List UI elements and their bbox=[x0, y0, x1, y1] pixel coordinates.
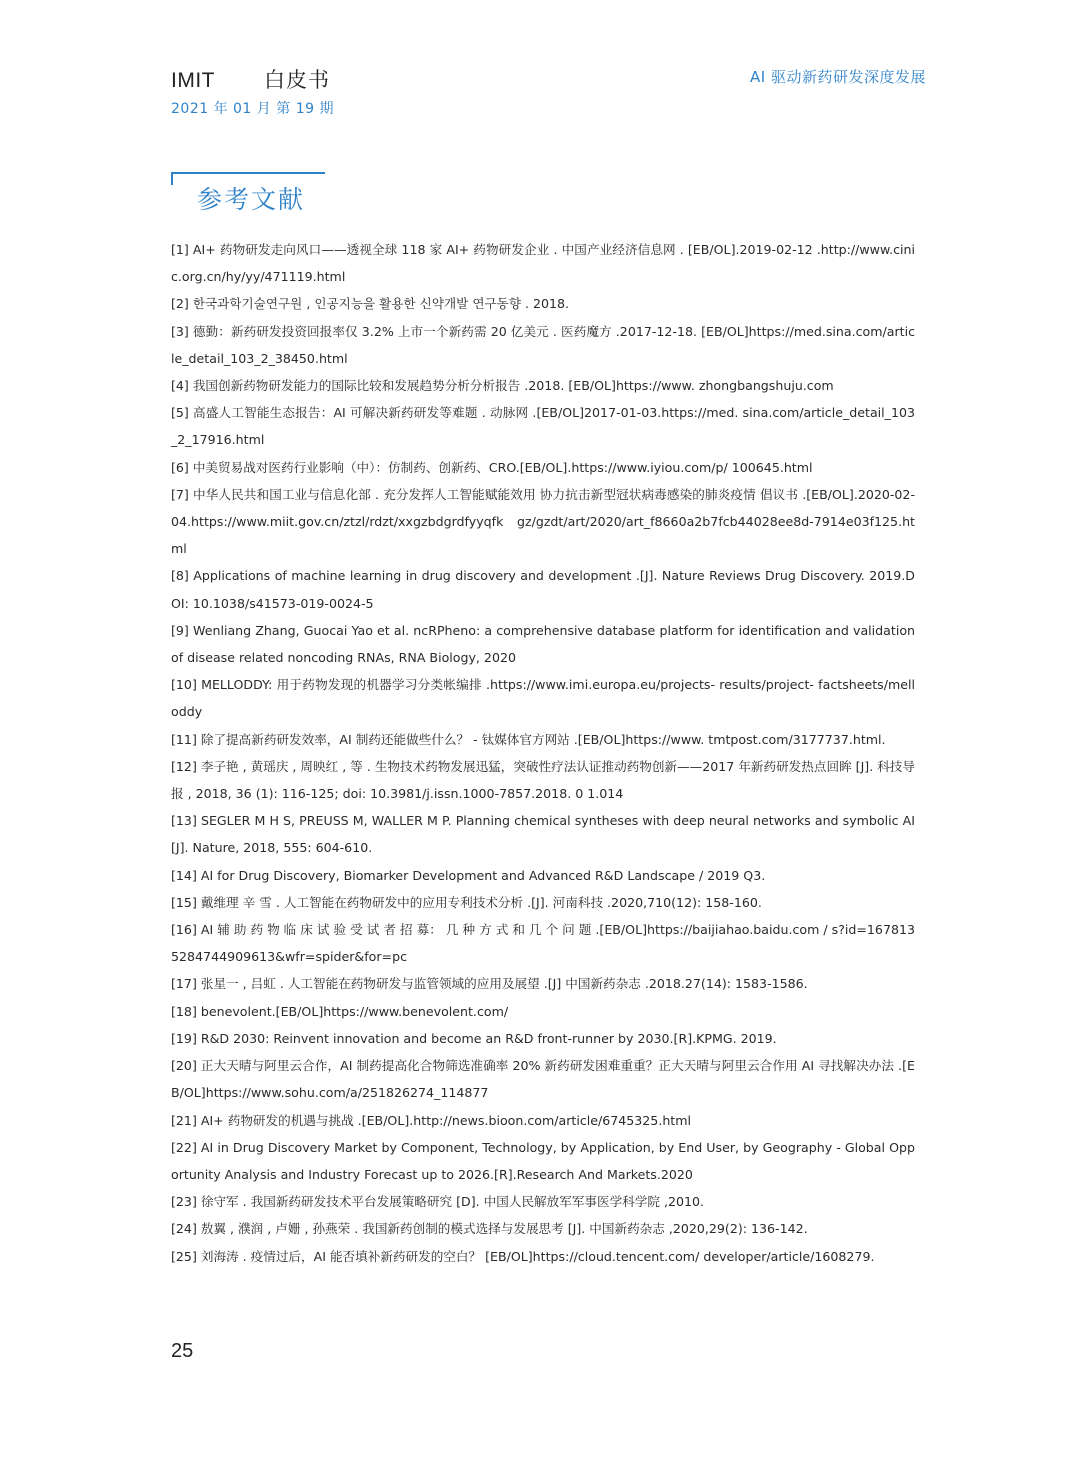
reference-item: [12] 李子艳 , 黄瑶庆 , 周映红 , 等 . 生物技术药物发展迅猛，突破性疗法认证推动药物创新——2017 年新药研发热点回眸 [J]. 科技导报 , 2018, 36 (1): 116-125; doi: 10.3981/j.issn.1000-7857.2018. 0 1.014 bbox=[171, 758, 915, 802]
org-name: IMIT bbox=[171, 69, 215, 92]
header-left bbox=[171, 64, 334, 118]
reference-item: [16] AI 辅 助 药 物 临 床 试 验 受 试 者 招 募： 几 种 方 式 和 几 个 问 题 .[EB/OL]https://baijiahao.baidu.com / s?id=1678135284744909613&wfr=spider&for=pc bbox=[171, 922, 915, 965]
reference-item: [5] 高盛人工智能生态报告：AI 可解决新药研发等难题 . 动脉网 .[EB/OL]2017-01-03.https://med. sina.com/article_detail_103_2_17916.html bbox=[171, 405, 915, 448]
heading-tick bbox=[171, 172, 173, 185]
reference-item: [14] AI for Drug Discovery, Biomarker Development and Advanced R&D Landscape / 2019 Q3. bbox=[171, 867, 766, 883]
reference-list bbox=[171, 236, 915, 1270]
report-subject: AI 驱动新药研发深度发展 bbox=[750, 68, 926, 86]
reference-item: [24] 敖翼 , 濮润 , 卢姗 , 孙燕荣 . 我国新药创制的模式选择与发展思考 [J]. 中国新药杂志 ,2020,29(2): 136-142. bbox=[171, 1221, 808, 1237]
issue-date: 2021 年 01 月 第 19 期 bbox=[171, 101, 334, 117]
page-number: 25 bbox=[171, 1340, 194, 1362]
reference-item: [21] AI+ 药物研发的机遇与挑战 .[EB/OL].http://news.bioon.com/article/6745325.html bbox=[171, 1112, 692, 1128]
reference-item: [17] 张星一 , 吕虹 . 人工智能在药物研发与监管领域的应用及展望 .[J] 中国新药杂志 .2018.27(14): 1583-1586. bbox=[171, 976, 808, 992]
reference-item: [2] 한국과학기술연구원 , 인공지능을 활용한 신약개발 연구동향 . 2018. bbox=[171, 296, 570, 312]
reference-item: [10] MELLODDY: 用于药物发现的机器学习分类帐编排 .https://www.imi.europa.eu/projects- results/project- factsheets/melloddy bbox=[171, 677, 915, 720]
reference-item: [15] 戴维理 辛 雪 . 人工智能在药物研发中的应用专利技术分析 .[J]. 河南科技 .2020,710(12): 158-160. bbox=[171, 894, 762, 910]
reference-item: [22] AI in Drug Discovery Market by Component, Technology, by Application, by End User, by Geography - Global Opportunity Analysis and Industry Forecast up to 2026.[R].Research And Markets.2020 bbox=[171, 1139, 915, 1182]
reference-item: [20] 正大天晴与阿里云合作，AI 制药提高化合物筛选准确率 20% 新药研发困难重重？正大天晴与阿里云合作用 AI 寻找解决办法 .[EB/OL]https://www.sohu.com/a/251826274_114877 bbox=[171, 1058, 915, 1101]
reference-item: [23] 徐守军 . 我国新药研发技术平台发展策略研究 [D]. 中国人民解放军军事医学科学院 ,2010. bbox=[171, 1194, 705, 1210]
reference-item: [25] 刘海涛 . 疫情过后，AI 能否填补新药研发的空白？ [EB/OL]https://cloud.tencent.com/ developer/article/1608279. bbox=[171, 1248, 875, 1264]
reference-item: [3] 德勤：新药研发投资回报率仅 3.2% 上市一个新药需 20 亿美元 . 医药魔方 .2017-12-18. [EB/OL]https://med.sina.com/article_detail_103_2_38450.html bbox=[171, 323, 915, 366]
reference-item: [13] SEGLER M H S, PREUSS M, WALLER M P. Planning chemical syntheses with deep neural networks and symbolic AI[J]. Nature, 2018, 555: 604-610. bbox=[171, 813, 915, 856]
reference-item: [4] 我国创新药物研发能力的国际比较和发展趋势分析分析报告 .2018. [EB/OL]https://www. zhongbangshuju.com bbox=[171, 378, 834, 394]
reference-item: [1] AI+ 药物研发走向风口——透视全球 118 家 AI+ 药物研发企业 . 中国产业经济信息网 . [EB/OL].2019-02-12 .http://www.cinic.org.cn/hy/yy/471119.html bbox=[171, 242, 915, 285]
reference-item: [9] Wenliang Zhang, Guocai Yao et al. ncRPheno: a comprehensive database platform for identification and validation of disease related noncoding RNAs, RNA Biology, 2020 bbox=[171, 622, 915, 666]
reference-item: [6] 中美贸易战对医药行业影响（中）：仿制药、创新药、CRO.[EB/OL].https://www.iyiou.com/p/ 100645.html bbox=[171, 459, 813, 475]
heading-rule bbox=[171, 172, 325, 174]
reference-item: [19] R&D 2030: Reinvent innovation and become an R&D front-runner by 2030.[R].KPMG. 2019. bbox=[171, 1030, 777, 1046]
reference-item: [8] Applications of machine learning in drug discovery and development .[J]. Nature Reviews Drug Discovery. 2019.DOI: 10.1038/s41573-019-0024-5 bbox=[171, 568, 915, 611]
page-title: 参考文献 bbox=[197, 185, 306, 214]
reference-item: [18] benevolent.[EB/OL]https://www.benevolent.com/ bbox=[171, 1003, 509, 1019]
reference-item: [7] 中华人民共和国工业与信息化部 . 充分发挥人工智能赋能效用 协力抗击新型冠状病毒感染的肺炎疫情 倡议书 .[EB/OL].2020-02-04.https://www.miit.gov.cn/ztzl/rdzt/xxgzbdgrdfyyqfk gz/gzdt/art/2020/art_f8660a2b7fcb44028ee8d-7914e03f125.html bbox=[171, 486, 915, 557]
publication-title bbox=[171, 64, 334, 94]
reference-item: [11] 除了提高新药研发效率，AI 制药还能做些什么？ - 钛媒体官方网站 .[EB/OL]https://www. tmtpost.com/3177737.html. bbox=[171, 731, 886, 747]
document-type: 白皮书 bbox=[264, 68, 330, 92]
